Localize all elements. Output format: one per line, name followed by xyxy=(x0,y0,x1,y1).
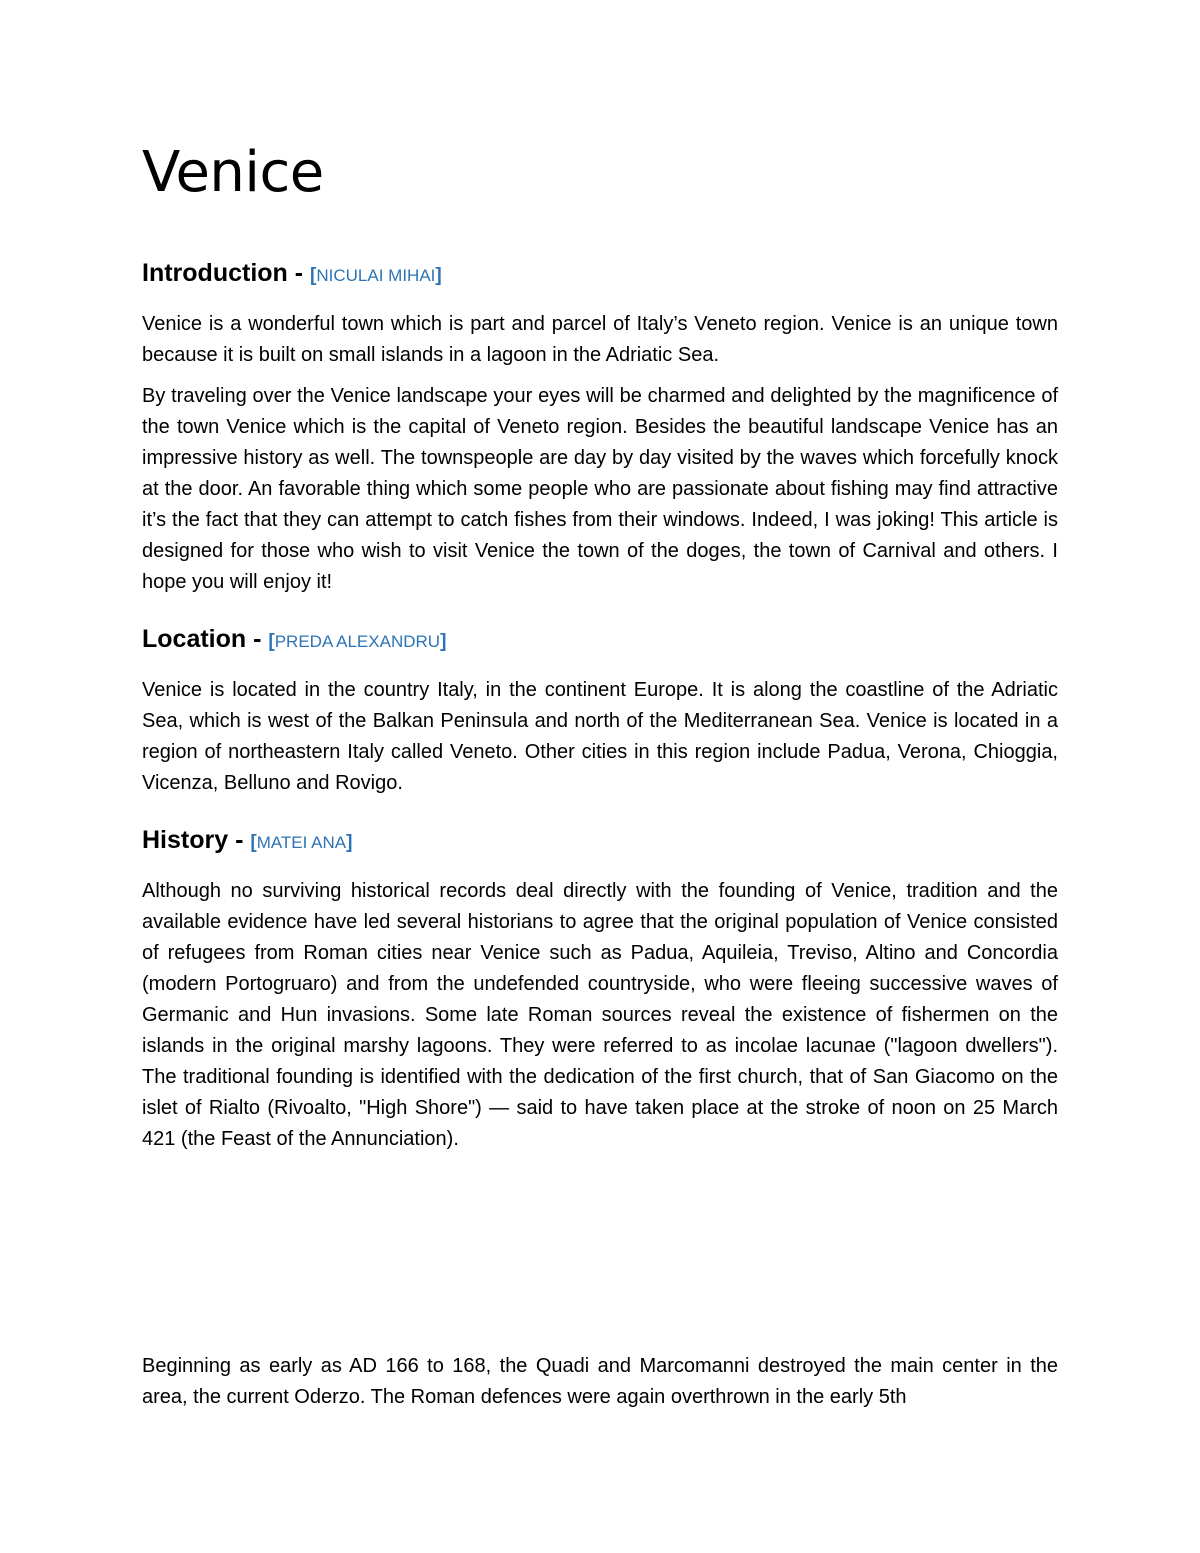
heading-separator: - xyxy=(246,625,269,653)
heading-separator: - xyxy=(228,826,251,854)
author-bracket-open: [ xyxy=(268,631,275,652)
section-heading-text: Location xyxy=(142,625,247,653)
section-heading-introduction xyxy=(142,256,1058,293)
paragraph: Venice is a wonderful town which is part and parcel of Italy’s Veneto region. Venice is an unique town because it is built on small islands in a lagoon in the Adriatic Sea. xyxy=(142,313,1058,366)
paragraph: By traveling over the Venice landscape your eyes will be charmed and delighted by the magnificence of the town Venice which is the capital of Veneto region. Besides the beautiful landscape Venice has an impressive history as well. The townspeople are day by day visited by the waves which forcefully knock at the door. An favorable thing which some people who are passionate about fishing may find attractive it’s the fact that they can attempt to catch fishes from their windows. Indeed, I was joking! This article is designed for those who wish to visit Venice the town of the doges, the town of Carnival and others. I hope you will enjoy it! xyxy=(142,385,1058,593)
author-bracket-close: ] xyxy=(435,265,442,286)
page-gap xyxy=(142,1165,1058,1351)
author-bracket-open: [ xyxy=(310,265,317,286)
section-heading-location xyxy=(142,622,1058,659)
paragraph: Beginning as early as AD 166 to 168, the Quadi and Marcomanni destroyed the main center in the area, the current Oderzo. The Roman defences were again overthrown in the early 5th xyxy=(142,1355,1058,1408)
document-title: Venice xyxy=(142,140,324,205)
paragraph: Venice is located in the country Italy, in the continent Europe. It is along the coastline of the Adriatic Sea, which is west of the Balkan Peninsula and north of the Mediterranean Sea. Venice is located in a region of northeastern Italy called Veneto. Other cities in this region include Padua, Verona, Chioggia, Vicenza, Belluno and Rovigo. xyxy=(142,679,1058,794)
section-heading-history xyxy=(142,823,1058,860)
document-body xyxy=(142,140,1058,1423)
section-heading-text: History xyxy=(142,826,229,854)
author-tag: PREDA ALEXANDRU xyxy=(274,632,441,651)
author-tag: MATEI ANA xyxy=(256,833,347,852)
section-heading-text: Introduction xyxy=(142,259,288,287)
author-bracket-open: [ xyxy=(250,832,257,853)
heading-separator: - xyxy=(287,259,311,287)
paragraph: Although no surviving historical records deal directly with the founding of Venice, tradition and the available evidence have led several historians to agree that the original population of Venice consisted of refugees from Roman cities near Venice such as Padua, Aquileia, Treviso, Altino and Concordia (modern Portogruaro) and from the undefended countryside, who were fleeing successive waves of Germanic and Hun invasions. Some late Roman sources reveal the existence of fishermen on the islands in the original marshy lagoons. They were referred to as incolae lacunae ("lagoon dwellers"). The traditional founding is identified with the dedication of the first church, that of San Giacomo on the islet of Rialto (Rivoalto, "High Shore") — said to have taken place at the stroke of noon on 25 March 421 (the Feast of the Annunciation). xyxy=(142,880,1058,1150)
author-bracket-close: ] xyxy=(440,631,447,652)
author-tag: NICULAI MIHAI xyxy=(316,266,436,285)
author-bracket-close: ] xyxy=(346,832,353,853)
